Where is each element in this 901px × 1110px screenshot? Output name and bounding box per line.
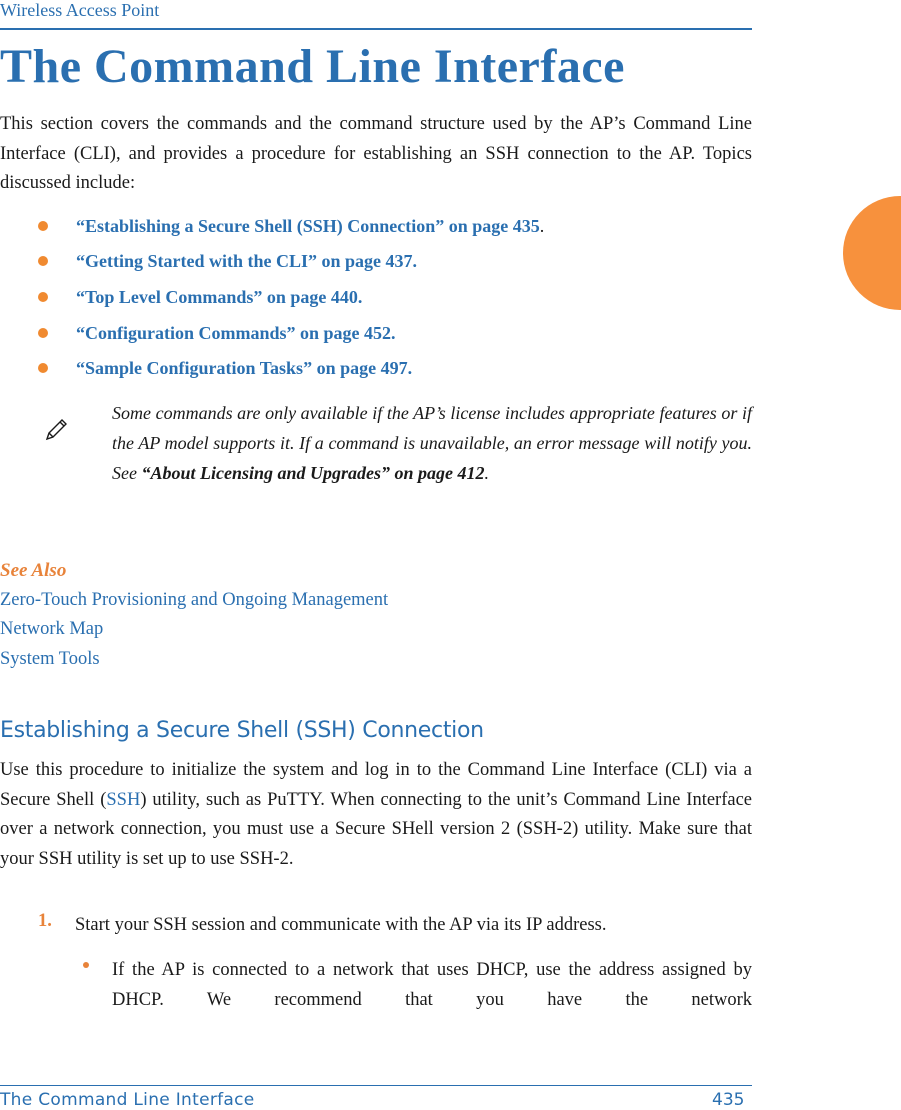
list-item <box>38 244 758 280</box>
see-also-link-system-tools[interactable]: System Tools <box>0 649 100 669</box>
note-text <box>112 398 752 488</box>
bullet-icon <box>38 221 48 231</box>
topic-suffix: . <box>539 215 545 236</box>
topic-link-ssh[interactable]: “Establishing a Secure Shell (SSH) Connection” on page 435 <box>76 215 540 236</box>
footer-divider <box>0 1085 752 1086</box>
note-suffix: . <box>484 463 490 483</box>
list-item <box>38 208 758 244</box>
sub-bullet-icon <box>83 962 89 968</box>
list-item <box>38 350 758 386</box>
list-item <box>38 279 758 315</box>
ssh-para-text-cont: ) utility, such as PuTTY. When connecting to the unit’s Command Line Interface over a network connection, you must use a Secure SHell version 2 (SSH-2) utility. Make sure that your SSH utility is set up to use SSH-2. <box>0 789 753 869</box>
note-link-licensing[interactable]: “About Licensing and Upgrades” on page 412 <box>141 463 485 483</box>
page-title: The Command Line Interface <box>0 40 625 93</box>
ssh-para-text: Use this procedure to initialize the system and log in to the Command Line Interface (CLI) via a Secure Shell ( <box>0 760 752 810</box>
topics-list <box>38 208 758 386</box>
step-number: 1. <box>38 911 52 931</box>
topic-link-sample-tasks[interactable]: “Sample Configuration Tasks” on page 497. <box>76 358 413 379</box>
bullet-icon <box>38 292 48 302</box>
pencil-note-icon <box>44 418 68 442</box>
topic-link-top-level[interactable]: “Top Level Commands” on page 440. <box>76 286 363 307</box>
footer-title: The Command Line Interface <box>0 1090 255 1110</box>
header-divider <box>0 28 752 30</box>
page-number: 435 <box>712 1090 745 1110</box>
ssh-paragraph <box>0 756 752 874</box>
running-header: Wireless Access Point <box>0 0 160 20</box>
bullet-icon <box>38 256 48 266</box>
ssh-link[interactable]: SSH <box>106 789 141 810</box>
chapter-tab <box>843 196 901 310</box>
topic-link-configuration[interactable]: “Configuration Commands” on page 452. <box>76 322 396 343</box>
intro-paragraph: This section covers the commands and the command structure used by the AP’s Command Line Interface (CLI), and provides a procedure for establishing an SSH connection to the AP. Topics discussed include: <box>0 114 752 193</box>
bullet-icon <box>38 328 48 338</box>
note-body: Some commands are only available if the AP’s license includes appropriate features or if the AP model supports it. If a command is unavailable, an error message will notify you. See <box>112 403 752 483</box>
step-text: Start your SSH session and communicate with the AP via its IP address. <box>75 915 607 935</box>
see-also-link-network-map[interactable]: Network Map <box>0 619 104 639</box>
see-also-link-zero-touch[interactable]: Zero-Touch Provisioning and Ongoing Management <box>0 590 389 610</box>
sub-step-text: If the AP is connected to a network that uses DHCP, use the address assigned by DHCP. We recommend that you have the network <box>112 960 752 1010</box>
bullet-icon <box>38 363 48 373</box>
topic-link-getting-started[interactable]: “Getting Started with the CLI” on page 437. <box>76 251 417 272</box>
section-heading: Establishing a Secure Shell (SSH) Connection <box>0 718 484 743</box>
see-also-label: See Also <box>0 560 67 581</box>
list-item <box>38 315 758 351</box>
